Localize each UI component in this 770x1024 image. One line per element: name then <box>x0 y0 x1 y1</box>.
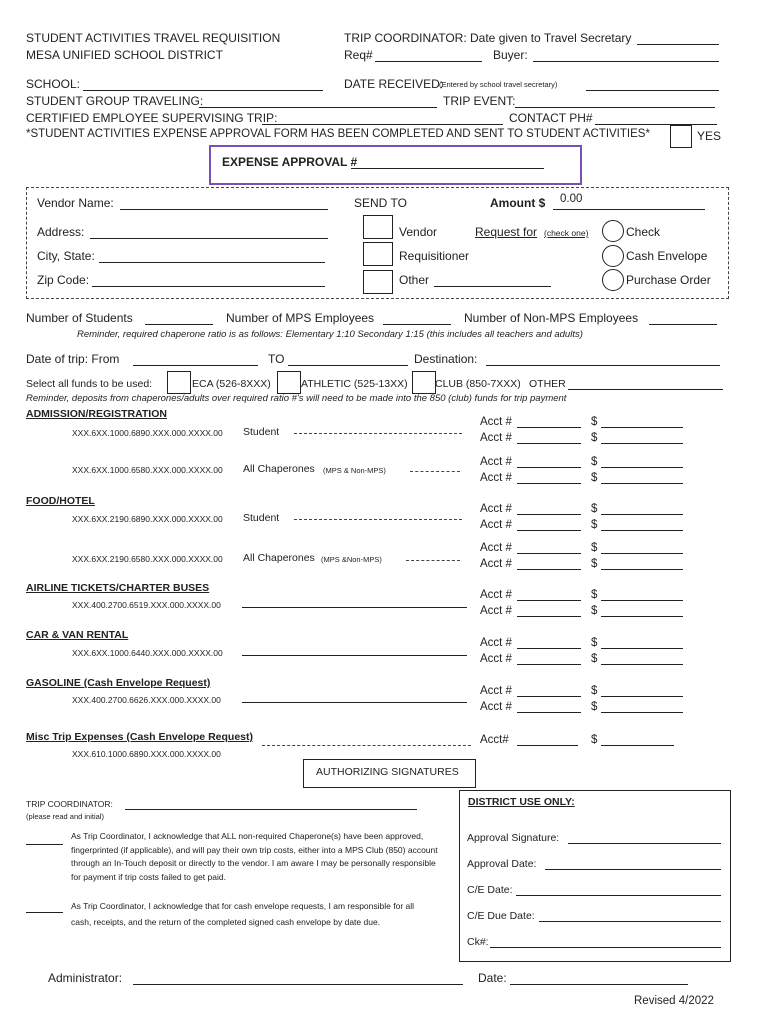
dollar-label: $ <box>591 432 598 444</box>
city-state-label: City, State: <box>37 249 95 263</box>
send-to-label: SEND TO <box>354 196 407 210</box>
fund-eca-label: ECA (526-8XXX) <box>192 378 271 390</box>
administrator-field[interactable] <box>133 984 463 985</box>
acct-number-field[interactable] <box>517 467 581 468</box>
destination-label: Destination: <box>414 352 478 366</box>
expense-approval-label: EXPENSE APPROVAL # <box>222 155 358 169</box>
acct-amount-field[interactable] <box>601 530 683 531</box>
food-hotel-heading: FOOD/HOTEL <box>26 495 95 507</box>
admin-date-label: Date: <box>478 971 507 985</box>
date-received-field[interactable] <box>586 90 719 91</box>
fund-other-field[interactable] <box>568 389 723 390</box>
approval-date-label: Approval Date: <box>467 858 537 870</box>
trip-date-from-label: Date of trip: From <box>26 352 120 366</box>
date-given-field[interactable] <box>637 44 719 45</box>
ce-date-label: C/E Date: <box>467 884 513 896</box>
fund-eca-checkbox[interactable] <box>167 371 191 394</box>
acct-amount-field[interactable] <box>601 664 683 665</box>
amount-field[interactable] <box>553 209 705 210</box>
chaperone-reminder: Reminder, required chaperone ratio is as follows: Elementary 1:10 Secondary 1:15 (this includes all teachers and adults) <box>77 329 583 340</box>
acct-label: Acct # <box>480 701 512 713</box>
acct-number-field[interactable] <box>517 483 581 484</box>
dollar-label: $ <box>591 589 598 601</box>
trip-coordinator-sig-label: TRIP COORDINATOR: <box>26 799 113 809</box>
acct-number-field[interactable] <box>517 664 581 665</box>
acct-label: Acct # <box>480 653 512 665</box>
acct-number-field[interactable] <box>517 648 581 649</box>
airline-code: XXX.400.2700.6519.XXX.000.XXXX.00 <box>72 600 221 610</box>
date-received-note: (Entered by school travel secretary) <box>439 80 558 89</box>
acct-amount-field[interactable] <box>601 569 683 570</box>
deposit-reminder: Reminder, deposits from chaperones/adults over required ratio #'s will need to be made into the 850 (club) funds for trip payment <box>26 393 567 404</box>
expense-approval-field[interactable] <box>351 168 544 169</box>
approval-signature-label: Approval Signature: <box>467 832 560 844</box>
acct-number-field[interactable] <box>517 427 581 428</box>
school-label: SCHOOL: <box>26 77 81 91</box>
request-purchase-order-label: Purchase Order <box>626 273 711 287</box>
approval-yes-label: YES <box>697 129 722 143</box>
fund-club-label: CLUB (850-7XXX) <box>435 378 521 390</box>
request-for-note: (check one) <box>544 228 589 238</box>
acct-amount-field[interactable] <box>601 712 683 713</box>
acct-label: Acct # <box>480 416 512 428</box>
ce-date-field[interactable] <box>516 895 721 896</box>
dollar-label: $ <box>591 456 598 468</box>
approval-date-field[interactable] <box>545 869 721 870</box>
acct-label: Acct # <box>480 605 512 617</box>
leader-line <box>294 519 462 520</box>
dollar-label: $ <box>591 685 598 697</box>
ack2-initial-field[interactable] <box>26 912 63 913</box>
acct-number-field[interactable] <box>517 696 581 697</box>
vendor-name-field[interactable] <box>120 209 328 210</box>
district-use-label: DISTRICT USE ONLY: <box>468 796 575 808</box>
acct-label: Acct # <box>480 472 512 484</box>
req-field[interactable] <box>375 61 482 62</box>
fund-athletic-label: ATHLETIC (525-13XX) <box>301 378 408 390</box>
request-purchase-order-radio[interactable] <box>602 269 624 291</box>
request-cash-envelope-label: Cash Envelope <box>626 249 708 263</box>
zip-code-field[interactable] <box>92 286 325 287</box>
trip-event-field[interactable] <box>515 107 715 108</box>
dollar-label: $ <box>591 701 598 713</box>
leader-line <box>262 745 471 746</box>
leader-line <box>294 433 462 434</box>
contact-ph-label: CONTACT PH# <box>509 111 593 125</box>
send-vendor-checkbox[interactable] <box>363 215 393 239</box>
admission-student-desc: Student <box>243 426 280 438</box>
trip-date-to-label: TO <box>268 352 285 366</box>
acct-number-field[interactable] <box>517 569 581 570</box>
acct-number-field[interactable] <box>517 443 581 444</box>
gasoline-heading: GASOLINE (Cash Envelope Request) <box>26 677 211 689</box>
dollar-label: $ <box>591 637 598 649</box>
send-vendor-label: Vendor <box>399 225 438 239</box>
approval-form-statement: *STUDENT ACTIVITIES EXPENSE APPROVAL FORM HAS BEEN COMPLETED AND SENT TO STUDENT ACTIVITIES* <box>26 128 650 140</box>
send-requisitioner-checkbox[interactable] <box>363 242 393 266</box>
school-field[interactable] <box>83 90 323 91</box>
acct-number-field[interactable] <box>517 600 581 601</box>
district-name: MESA UNIFIED SCHOOL DISTRICT <box>26 48 223 62</box>
buyer-field[interactable] <box>533 61 719 62</box>
select-funds-label: Select all funds to be used: <box>26 378 153 390</box>
admission-chaperone-code: XXX.6XX.1000.6580.XXX.000.XXXX.00 <box>72 465 223 475</box>
acct-label: Acct # <box>480 503 512 515</box>
buyer-label: Buyer: <box>493 48 528 62</box>
fund-other-label: OTHER <box>529 378 566 390</box>
misc-code: XXX.610.1000.6890.XXX.000.XXXX.00 <box>72 749 221 759</box>
ack2-text: As Trip Coordinator, I acknowledge that for cash envelope requests, I am responsible for all cash, receipts, and the return of the completed signed cash envelope by date due. <box>71 901 415 927</box>
acct-label: Acct # <box>480 558 512 570</box>
dollar-label: $ <box>591 416 598 428</box>
acct-label: Acct # <box>480 589 512 601</box>
mps-employees-field[interactable] <box>383 324 451 325</box>
acct-amount-field[interactable] <box>601 467 683 468</box>
ce-due-date-field[interactable] <box>539 921 721 922</box>
food-chaperone-code: XXX.6XX.2190.6580.XXX.000.XXXX.00 <box>72 554 223 564</box>
trip-coordinator-date-label: TRIP COORDINATOR: Date given to Travel Secretary <box>344 31 632 45</box>
date-received-label: DATE RECEIVED: <box>344 77 444 91</box>
ack1-initial-field[interactable] <box>26 844 63 845</box>
acct-label: Acct # <box>480 637 512 649</box>
student-group-label: STUDENT GROUP TRAVELING: <box>26 94 204 108</box>
req-label: Req# <box>344 48 373 62</box>
ack1-text: As Trip Coordinator, I acknowledge that ALL non-required Chaperone(s) have been approved, fingerprinted (if applicable), and will pay their own trip costs, either into a MPS Club (850) account through an In-Touch deposit or directly to the vendor. I am aware I may be personally responsible for payment if trip costs failed to get paid. <box>71 831 438 882</box>
non-mps-employees-field[interactable] <box>649 324 717 325</box>
dollar-label: $ <box>591 653 598 665</box>
misc-acct-label: Acct# <box>480 734 509 746</box>
misc-heading: Misc Trip Expenses (Cash Envelope Request) <box>26 731 253 743</box>
admission-chaperone-desc: All Chaperones <box>243 463 315 475</box>
acct-number-field[interactable] <box>517 530 581 531</box>
send-other-field[interactable] <box>434 286 551 287</box>
students-label: Number of Students <box>26 311 133 325</box>
send-other-checkbox[interactable] <box>363 270 393 294</box>
misc-amount-field[interactable] <box>601 745 674 746</box>
vendor-name-label: Vendor Name: <box>37 196 114 210</box>
trip-date-from-field[interactable] <box>133 365 258 366</box>
ce-due-date-label: C/E Due Date: <box>467 910 535 922</box>
dollar-label: $ <box>591 558 598 570</box>
dollar-label: $ <box>591 503 598 515</box>
city-state-field[interactable] <box>99 262 325 263</box>
acct-number-field[interactable] <box>517 553 581 554</box>
students-field[interactable] <box>145 324 213 325</box>
acct-amount-field[interactable] <box>601 483 683 484</box>
food-chaperone-note: (MPS &Non-MPS) <box>321 555 382 564</box>
acct-amount-field[interactable] <box>601 600 683 601</box>
admission-chaperone-note: (MPS & Non-MPS) <box>323 466 386 475</box>
fund-athletic-checkbox[interactable] <box>277 371 301 394</box>
send-other-label: Other <box>399 273 430 287</box>
mps-employees-label: Number of MPS Employees <box>226 311 375 325</box>
leader-line <box>242 702 467 703</box>
amount-label: Amount $ <box>490 196 546 210</box>
address-field[interactable] <box>90 238 328 239</box>
certified-employee-field[interactable] <box>262 124 503 125</box>
read-initial-note: (please read and initial) <box>26 812 104 821</box>
acct-label: Acct # <box>480 685 512 697</box>
acct-amount-field[interactable] <box>601 696 683 697</box>
request-check-label: Check <box>626 225 661 239</box>
food-student-desc: Student <box>243 512 280 524</box>
acct-number-field[interactable] <box>517 712 581 713</box>
acct-label: Acct # <box>480 432 512 444</box>
acct-amount-field[interactable] <box>601 616 683 617</box>
leader-line <box>242 655 467 656</box>
ck-number-label: Ck#: <box>467 936 489 948</box>
ck-number-field[interactable] <box>490 947 721 948</box>
amount-value: 0.00 <box>560 193 583 205</box>
dollar-label: $ <box>591 542 598 554</box>
acct-label: Acct # <box>480 456 512 468</box>
acct-label: Acct # <box>480 519 512 531</box>
acct-amount-field[interactable] <box>601 648 683 649</box>
car-van-code: XXX.6XX.1000.6440.XXX.000.XXXX.00 <box>72 648 223 658</box>
non-mps-employees-label: Number of Non-MPS Employees <box>464 311 639 325</box>
trip-event-label: TRIP EVENT: <box>443 94 516 108</box>
request-for-label: Request for <box>475 225 538 239</box>
approval-yes-checkbox[interactable] <box>670 125 692 148</box>
food-chaperone-desc: All Chaperones <box>243 552 315 564</box>
acct-number-field[interactable] <box>517 616 581 617</box>
misc-acct-field[interactable] <box>517 745 578 746</box>
leader-line <box>410 471 460 472</box>
district-use-box <box>459 790 731 962</box>
admin-date-field[interactable] <box>510 984 688 985</box>
acct-label: Acct # <box>480 542 512 554</box>
certified-employee-label: CERTIFIED EMPLOYEE SUPERVISING TRIP: <box>26 111 278 125</box>
acct-amount-field[interactable] <box>601 553 683 554</box>
student-group-field[interactable] <box>199 107 437 108</box>
acct-number-field[interactable] <box>517 514 581 515</box>
leader-line <box>406 560 460 561</box>
trip-date-to-field[interactable] <box>288 365 408 366</box>
authorizing-signatures-label: AUTHORIZING SIGNATURES <box>316 766 459 778</box>
send-requisitioner-label: Requisitioner <box>399 249 470 263</box>
acct-amount-field[interactable] <box>601 514 683 515</box>
admission-heading: ADMISSION/REGISTRATION <box>26 408 167 420</box>
gasoline-code: XXX.400.2700.6626.XXX.000.XXXX.00 <box>72 695 221 705</box>
destination-field[interactable] <box>486 365 720 366</box>
car-van-heading: CAR & VAN RENTAL <box>26 629 129 641</box>
request-check-radio[interactable] <box>602 220 624 242</box>
fund-club-checkbox[interactable] <box>412 371 436 394</box>
airline-heading: AIRLINE TICKETS/CHARTER BUSES <box>26 582 210 594</box>
form-title: STUDENT ACTIVITIES TRAVEL REQUISITION <box>26 31 281 45</box>
dollar-label: $ <box>591 605 598 617</box>
leader-line <box>242 607 467 608</box>
approval-signature-field[interactable] <box>568 843 721 844</box>
dollar-label: $ <box>591 519 598 531</box>
administrator-label: Administrator: <box>48 971 123 985</box>
address-label: Address: <box>37 225 85 239</box>
food-student-code: XXX.6XX.2190.6890.XXX.000.XXXX.00 <box>72 514 223 524</box>
trip-coordinator-sig-field[interactable] <box>125 809 417 810</box>
dollar-label: $ <box>591 472 598 484</box>
revised-date: Revised 4/2022 <box>634 995 714 1007</box>
acct-amount-field[interactable] <box>601 443 683 444</box>
acct-amount-field[interactable] <box>601 427 683 428</box>
admission-student-code: XXX.6XX.1000.6890.XXX.000.XXXX.00 <box>72 428 223 438</box>
zip-code-label: Zip Code: <box>37 273 90 287</box>
misc-dollar-label: $ <box>591 734 598 746</box>
request-cash-envelope-radio[interactable] <box>602 245 624 267</box>
contact-ph-field[interactable] <box>595 124 717 125</box>
